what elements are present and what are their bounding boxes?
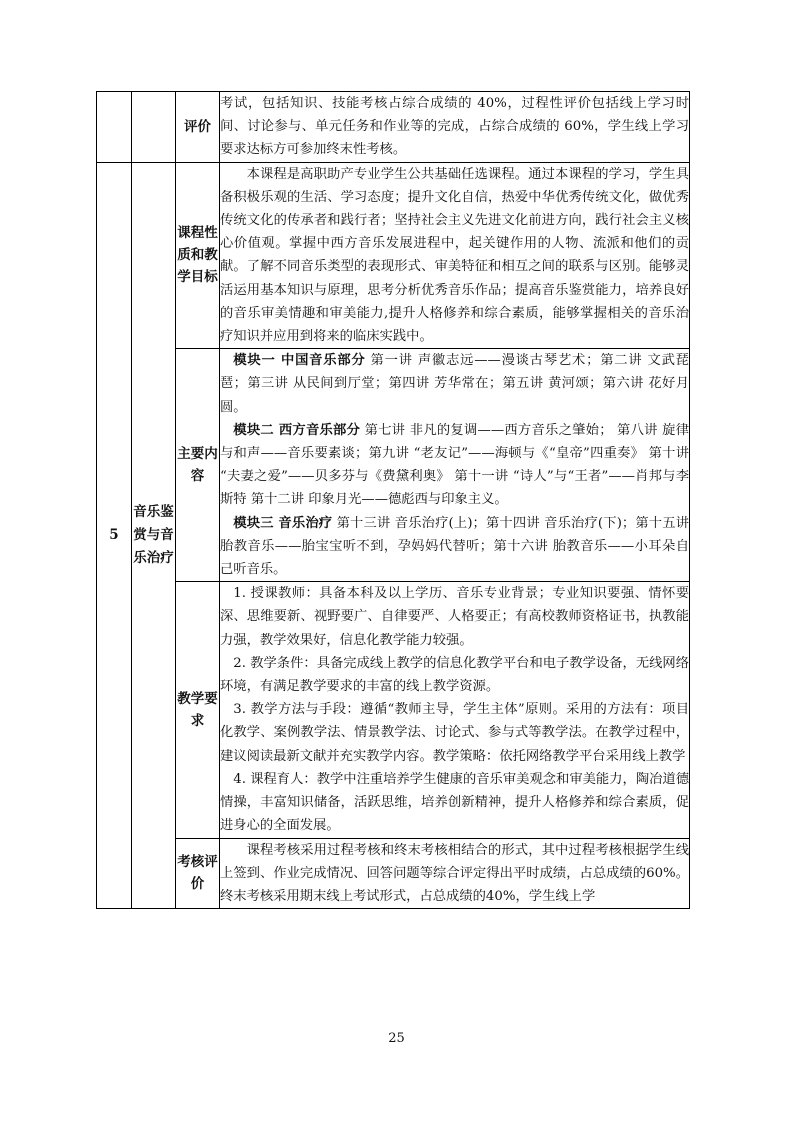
page-number: 25 [388,1031,405,1046]
module-2-text: 第七讲 非凡的复调——西方音乐之肇始； 第八讲 旋律与和声——音乐要素谈；第九讲 “老友记”——海顿与《“皇帝”四重奏》 第十讲 “夫妻之爱”——贝多芬与《费黛利奥》 第十一讲 “诗人”与“王者”——肖邦与李斯特 第十二讲 印象月光——德彪西与印象主义。 [220,422,690,508]
row-text [220,92,690,163]
row-label: 教学要求 [176,582,220,838]
course-table [96,91,690,909]
table-row [97,582,690,838]
table-row [97,349,690,582]
row-text [220,162,690,349]
table-row [97,838,690,909]
module-1-title: 模块一 中国音乐部分 [233,353,366,369]
module-1 [220,349,689,419]
row-label: 课程性质和教学目标 [176,162,220,349]
row-text [220,838,690,909]
row-text [220,349,690,582]
nature-text: 本课程是高职助产专业学生公共基础任选课程。通过本课程的学习，学生具备积极乐观的生活、学习态度；提升文化自信，热爱中华优秀传统文化，做优秀传统文化的传承者和践行者；坚持社会主义先进文化前进方向，践行社会主义核心价值观。掌握中西方音乐发展进程中，起关键作用的人物、流派和他们的贡献。了解不同音乐类型的表现形式、审美特征和相互之间的联系与区别。能够灵活运用基本知识与原理，思考分析优秀音乐作品；提高音乐鉴赏能力，培养良好的音乐审美情趣和审美能力,提升人格修养和综合素质，能够掌握相关的音乐治疗知识并应用到将来的临床实践中。 [220,166,689,345]
teaching-p2: 2. 教学条件：具备完成线上教学的信息化教学平台和电子教学设备，无线网络环境，有满足教学要求的丰富的线上教学资源。 [220,655,690,695]
row-number-cell [97,92,132,163]
course-name: 音乐鉴赏与音乐治疗 [132,162,176,909]
teaching-p3: 3. 教学方法与手段：遵循“教师主导，学生主体”原则。采用的方法有：项目化教学、案例教学法、情景教学法、讨论式、参与式等教学法。在教学过程中，建议阅读最新文献并充实教学内容。教学策略：依托网络教学平台采用线上教学 [220,702,689,764]
row-text [220,582,690,838]
table-row [97,162,690,349]
eval-text: 考试，包括知识、技能考核占综合成绩的 40%，过程性评价包括线上学习时间、讨论参与、单元任务和作业等的完成，占综合成绩的 60%，学生线上学习要求达标方可参加终末性考核。 [220,96,689,158]
row-number: 5 [97,162,132,909]
course-name-cell [132,92,176,163]
row-label: 考核评价 [176,838,220,909]
row-label: 评价 [176,92,220,163]
table-row [97,92,690,163]
teaching-p1: 1. 授课教师：具备本科及以上学历、音乐专业背景；专业知识要强、情怀要深、思维要新、视野要广、自律要严、人格要正；有高校教师资格证书，执教能力强，教学效果好，信息化教学能力较强。 [220,586,689,648]
module-3-text: 第十三讲 音乐治疗(上)；第十四讲 音乐治疗(下)；第十五讲 胎教音乐——胎宝宝听不到，孕妈妈代替听；第十六讲 胎教音乐——小耳朵自己听音乐。 [220,515,689,578]
module-2 [220,419,689,512]
module-1-text: 第一讲 声徽志远——漫谈古琴艺术；第二讲 文武琵琶；第三讲 从民间到厅堂；第四讲 芳华常在；第五讲 黄河颂；第六讲 花好月圆。 [220,353,689,415]
row-label: 主要内容 [176,349,220,582]
teaching-p4: 4. 课程育人：教学中注重培养学生健康的音乐审美观念和审美能力，陶冶道德情操，丰富知识储备，活跃思维，培养创新精神，提升人格修养和综合素质，促进身心的全面发展。 [220,771,690,834]
module-3 [220,512,689,582]
assessment-text: 课程考核采用过程考核和终末考核相结合的形式，其中过程考核根据学生线上签到、作业完成情况、回答问题等综合评定得出平时成绩，占总成绩的60%。终末考核采用期末线上考试形式，占总成绩的40%，学生线上学 [220,842,689,904]
module-3-title: 模块三 音乐治疗 [233,515,333,531]
module-2-title: 模块二 西方音乐部分 [233,422,361,438]
